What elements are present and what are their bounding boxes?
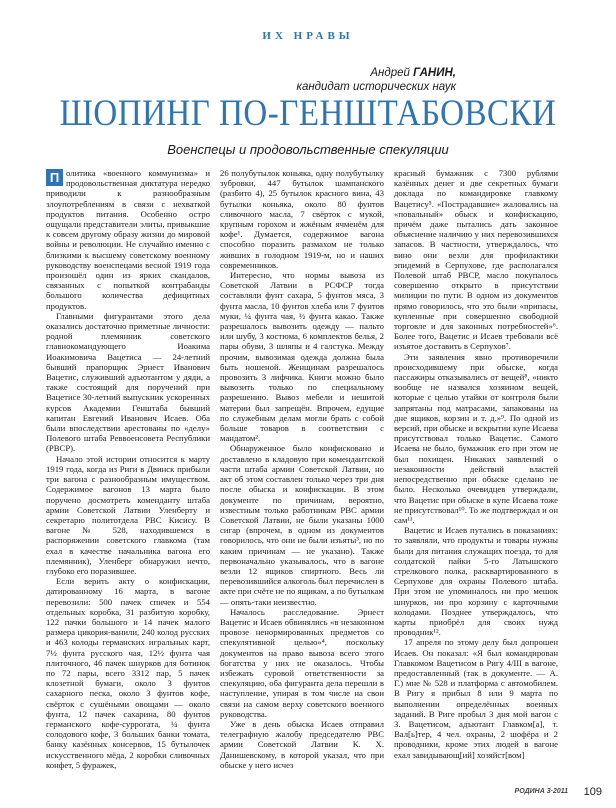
paragraph: 26 полубутылок коньяка, одну полубутылку зубровки, 447 бутылок шампанского (разбито 4), 25 бутылок красного вина, 43 бутылки коньяка, около 80 фунтов сливочного масла, 7 свёрток с мукой, крупным горохом и жжёным ячменём для кофе¹. Думается, содержимое вагона способно поразить размахом не только живших в голодном 1919-м, но и наших современников. — [220, 168, 384, 270]
paragraph: Уже в день обыска Исаев отправил телеграфную жалобу председателю РВС армии Советской Латвии К. Х. Данишевскому, в которой указал, что при обыске у него исчез — [220, 718, 384, 770]
paragraph: Главными фигурантами этого дела оказались достаточно приметные личности: родной племянник советского главнокомандующего Иоакима Иоакимовича Вацетиса — 24-летний бывший прапорщик Эрнест Иванович Вацетис, служивший адъютантом у дяди, а также состоящий для поручений при Вацетисе 30-летний выпускник ускоренных курсов Академии Генштаба бывший капитан Евгений Иванович Исаев. Оба были впоследствии арестованы по «делу» Полевого штаба Реввоенсовета Республики (РВСР). — [46, 310, 210, 454]
paragraph-text: олитика «военного коммунизма» и продовольственная диктатура нередко приводили к разнообразным злоупотреблениям в связи с нехваткой продуктов питания. Особенно остро ощущали представители элиты, привыкшие к совсем другому образу жизни до мировой войны и революции. Не случайно именно с близкими к высшему советскому военному руководству военспецами весной 1919 года произошёл один из ярких скандалов, связанных с попыткой контрабанды большого количества дефицитных продуктов. — [46, 168, 210, 311]
author-byline — [297, 66, 456, 94]
author-credential: кандидат исторических наук — [296, 81, 456, 93]
text-column-1 — [46, 168, 210, 776]
text-column-2 — [220, 168, 384, 776]
paragraph: Начало этой истории относится к марту 1919 года, когда из Риги в Двинск прибыли три вагона с разнообразным имуществом. Содержимое вагонов 13 марта было поручено досмотреть коменданту штаба армии Советской Латвии Уленберту и секретарю политотдела РВС Кисису. В вагоне № 528, находившемся в распоряжении советского главкома (там ехал в качестве начальника вагона его племянник), Уленберг обнаружил нечто, глубоко его поразившее. — [46, 453, 210, 576]
paragraph: Вацетис и Исаев путались в показаниях: то заявляли, что продукты и товары нужны были для питания служащих поезда, то для солдатской пайки 5-го Латышского стрелкового полка, расквартированного в Серпухове для охраны Полевого штаба. При этом не упоминалось ни про мешок шнурков, ни про корзину с карточными колодами. Позднее утверждалось, что карты приобрёл для своих нужд проводник¹². — [394, 525, 558, 638]
text-column-3 — [394, 168, 558, 776]
paragraph: Началось расследование. Эрнест Вацетис и Исаев обвинялись «в незаконном провозе ненормированных предметов со спекулятивной целью»⁴, поскольку документов на право вывоза всего этого богатства у них не оказалось. Чтобы избежать суровой ответственности за спекуляцию, оба фигуранта дела перешли в наступление, упирая в том числе на свои связи на самом верху советского военного руководства. — [220, 606, 384, 719]
paragraph: Интересно, что нормы вывоза из Советской Латвии в РСФСР тогда составляли фунт сахара, 5 фунтов мяса, 3 фунта масла, 10 фунтов хлеба или 7 фунтов муки, ¼ фунта чая, ½ фунта какао. Также разрешалось вывозить одежду — пальто или шубу, 3 костюма, 6 комплектов белья, 2 пары обуви, 3 шляпы и 4 галстука. Между прочим, вывозимая одежда должна была быть ношеной. Женщинам разрешалось провозить 3 лифчика. Книги можно было вывозить только по специальному разрешению. Вывоз мебели и нешитой материи был запрещён. Впрочем, едущие по служебным делам могли брать с собой больше товаров в соответствии с мандатом². — [220, 270, 384, 444]
paragraph: Если верить акту о конфискации, датированному 16 марта, в вагоне перевозили: 500 пачек спичек и 554 отдельных коробка, 31 разбитую коробку, 122 пачки большого и 14 пачек малого размера цикория-ванили, 240 колод русских и 463 колоды германских игральных карт, 7½ фунта русского чая, 12½ фунта чая плиточного, 46 пачек шнурков для ботинок по 72 пары, всего 3312 пар, 5 пачек клозетной бумаги, около 3 фунтов сахарного песка, около 3 фунтов кофе, свёрток с сушёными овощами — около фунта, 12 пачек сахарина, 80 фунтов германского кофе-суррогата, ¼ фунта солодового кофе, 3 больших банки томата, банку казённых консервов, 15 бутылочек искусственного мёда, 2 коробки сливочных конфет, 5 фуражек, — [46, 576, 210, 770]
paragraph: 17 апреля по этому делу был допрошен Исаев. Он показал: «Я был командирован Главкомом Вацетисом в Ригу 4/III в вагоне, предоставленный (так в документе. — А. Г.) мне № 528 и платформа с автомобилем. В Ригу я прибыл 8 или 9 марта по выполнении определённых военных заданий. В Риге пробыл 3 дня мой вагон с 3. Вацетисом, адъютант Главком[а], т. Вал[ь]тер, 4 чел. охраны, 2 шофёра и 2 проводники, кроме этих людей в вагоне ехал завидывающ[ий] хозяйст[вом] — [394, 637, 558, 760]
author-surname: ГАНИН, — [413, 67, 456, 79]
paragraph: красный бумажник с 7300 рублями казённых денег и две секретных бумаги доклада по командировке главкому Вацетису⁵. «Пострадавшие» жаловались на «повальный» обыск и конфискацию, причём даже пытались дать законное объяснение наличию у них перевозившихся запасов. В частности, утверждалось, что вино они везли для профилактики эпидемий в Серпухове, где располагался Полевой штаб РВСР, масло покупалось совершенно открыто в присутствии милиции по пути. В одном из документов прямо говорилось, что это были «припасы, купленные при совершенно свободной торговле и для законных потребностей»⁶. Более того, Вацетис и Исаев требовали всё изъятое доставить в Серпухов⁷. — [394, 168, 558, 352]
drop-cap: П — [46, 169, 63, 186]
rubric-label: ИХ НРАВЫ — [262, 30, 354, 42]
author-first-name: Андрей — [370, 67, 410, 79]
paragraph — [46, 168, 210, 311]
paragraph: Обнаруженное было конфисковано и доставлено в кладовую при комендантской части штаба армии Советской Латвии, но акт об этом составлен только через три дня после обыска и конфискации. В этом документе по причинам, вероятно, известным только работникам РВС армии Советской Латвии, не были указаны 1000 сигар (впрочем, в одном из документов говорилось, что они не были изъяты³, но по каким причинам — не указано). Также первоначально указывалось, что в вагоне везли 12 ящиков спиртного. Весь ли перевозившийся алкоголь был перечислен в акте при счёте не по ящикам, а по бутылкам — опять-таки неизвестно. — [220, 443, 384, 607]
paragraph: Эти заявления явно противоречили происходившему при обыске, когда пассажиры отказывались от вещей⁸, «никто вообще не назвался хозяином вещей, которые с целью утайки от контроля были запрятаны под матрасами, запакованы на дне ящиков, корзин и т. д.»⁹. По одной из версий, при обыске и вскрытии купе Исаева присутствовал только Вацетис. Самого Исаева не было, бумажник его при этом не был похищен. Никаких заявлений о незаконности действий властей непосредственно при обыске сделано не было. Несколько очевидцев утверждали, что Вацетис при обыске в купе Исаева тоже не присутствовал¹⁰. То же подтверждал и он сам¹¹. — [394, 351, 558, 525]
magazine-issue: РОДИНА 3·2011 — [514, 788, 568, 795]
article-subtitle: Военспецы и продовольственные спекуляции — [167, 142, 449, 157]
article-headline: ШОПИНГ ПО-ГЕНШТАБОВСКИ — [59, 93, 557, 135]
page-number: 109 — [583, 786, 602, 798]
